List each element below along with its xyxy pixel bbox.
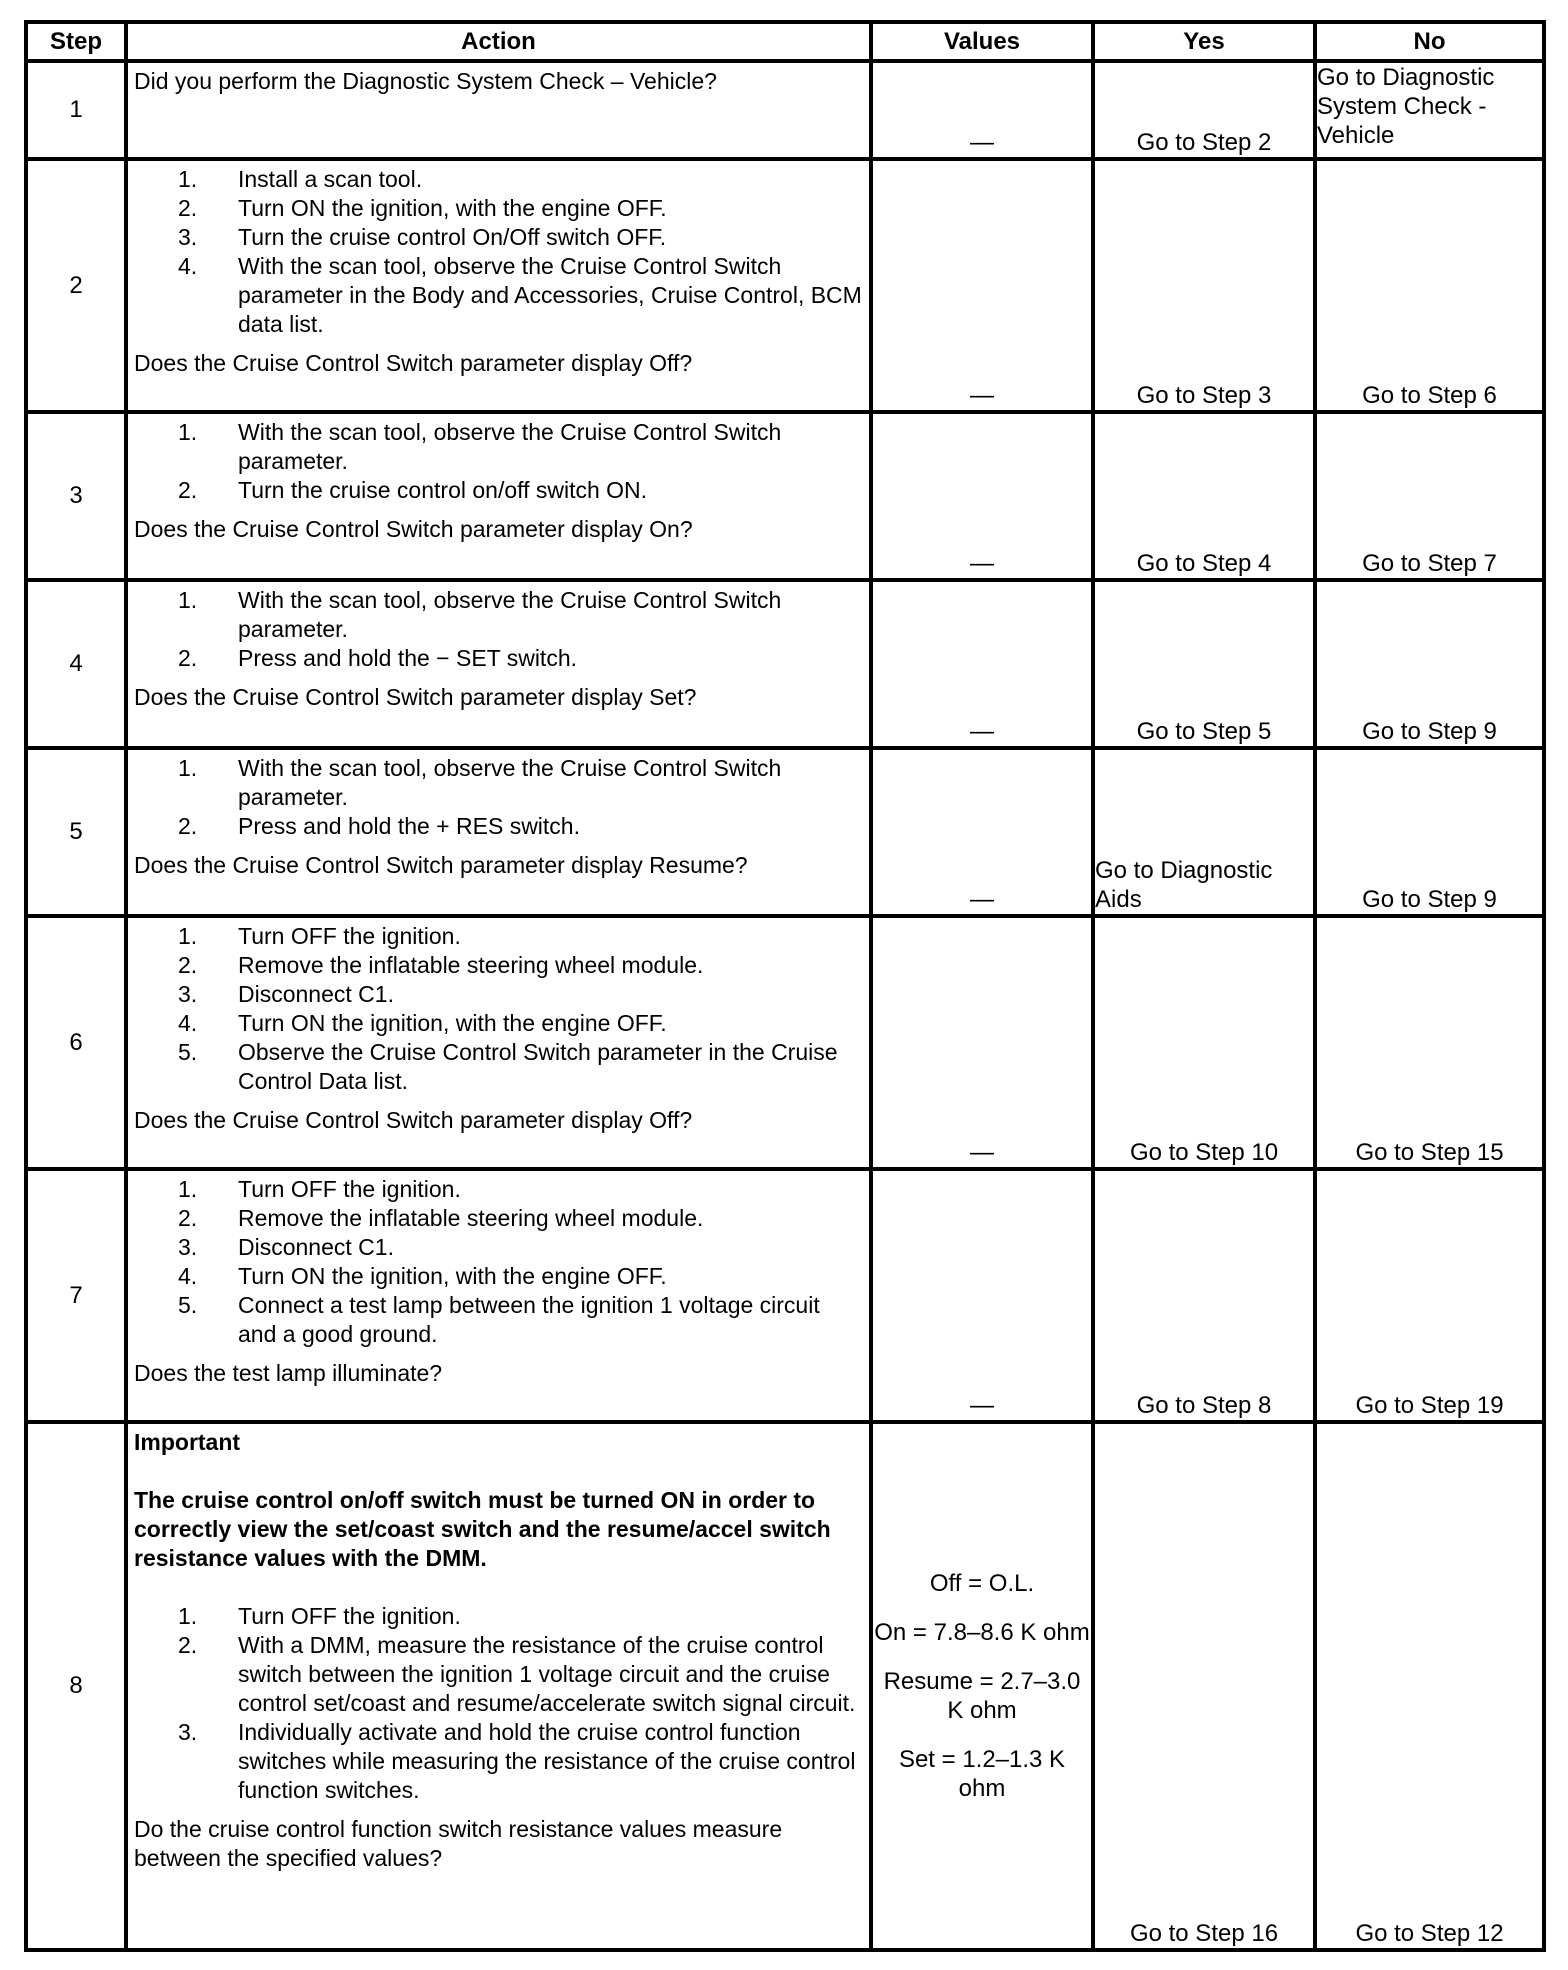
step-number: 7 xyxy=(26,1169,126,1422)
no-cell: Go to Step 6 xyxy=(1315,159,1544,412)
table-row xyxy=(26,412,1544,580)
action-cell xyxy=(126,159,871,412)
important-text: The cruise control on/off switch must be turned ON in order to correctly view the set/coast switch and the resume/accel switch resistance values with the DMM. xyxy=(134,1487,831,1571)
yes-cell: Go to Step 10 xyxy=(1093,916,1315,1169)
values-cell: — xyxy=(871,916,1093,1169)
values-cell: — xyxy=(871,159,1093,412)
header-action: Action xyxy=(126,22,871,61)
action-question: Did you perform the Diagnostic System Check – Vehicle? xyxy=(134,68,717,94)
value-resume: Resume = 2.7–3.0 K ohm xyxy=(883,1668,1081,1724)
action-steps xyxy=(134,754,863,841)
table-row xyxy=(26,580,1544,748)
values-cell: — xyxy=(871,580,1093,748)
action-question: Does the Cruise Control Switch parameter display Resume? xyxy=(134,852,748,878)
action-question: Do the cruise control function switch resistance values measure between the specified values? xyxy=(134,1816,783,1871)
no-cell: Go to Step 9 xyxy=(1315,580,1544,748)
action-step: 1. With the scan tool, observe the Cruise Control Switch parameter. xyxy=(178,587,782,642)
yes-cell: Go to Step 5 xyxy=(1093,580,1315,748)
action-step: 3. Disconnect C1. xyxy=(178,981,394,1007)
action-cell xyxy=(126,748,871,916)
action-question: Does the Cruise Control Switch parameter display Off? xyxy=(134,350,693,376)
value-off: Off = O.L. xyxy=(929,1570,1035,1597)
no-cell: Go to Step 12 xyxy=(1315,1422,1544,1950)
action-step: 4. Turn ON the ignition, with the engine OFF. xyxy=(178,1263,667,1289)
action-question: Does the Cruise Control Switch parameter display On? xyxy=(134,516,693,542)
table-row xyxy=(26,916,1544,1169)
step-number: 2 xyxy=(26,159,126,412)
no-cell: Go to Step 7 xyxy=(1315,412,1544,580)
action-steps xyxy=(134,1175,863,1349)
action-step: 2. With a DMM, measure the resistance of the cruise control switch between the ignition 1 voltage circuit and the cruise control set/coast and resume/accelerate switch signal circuit. xyxy=(178,1632,856,1716)
values-cell: — xyxy=(871,412,1093,580)
table-row xyxy=(26,159,1544,412)
action-step: 1. With the scan tool, observe the Cruise Control Switch parameter. xyxy=(178,419,782,474)
step-number: 1 xyxy=(26,61,126,159)
header-no: No xyxy=(1315,22,1544,61)
no-cell: Go to Diagnostic System Check - Vehicle xyxy=(1315,61,1544,159)
action-step: 1. Install a scan tool. xyxy=(178,166,423,192)
yes-cell: Go to Step 16 xyxy=(1093,1422,1315,1950)
table-row xyxy=(26,61,1544,159)
action-step: 2. Turn ON the ignition, with the engine OFF. xyxy=(178,195,667,221)
no-cell: Go to Step 19 xyxy=(1315,1169,1544,1422)
values-cell xyxy=(871,1422,1093,1950)
diagnostic-table xyxy=(24,20,1546,1952)
value-on: On = 7.8–8.6 K ohm xyxy=(874,1619,1090,1646)
values-cell: — xyxy=(871,1169,1093,1422)
action-cell xyxy=(126,1422,871,1950)
header-yes: Yes xyxy=(1093,22,1315,61)
yes-cell: Go to Step 8 xyxy=(1093,1169,1315,1422)
action-question: Does the test lamp illuminate? xyxy=(134,1360,443,1386)
no-cell: Go to Step 9 xyxy=(1315,748,1544,916)
table-row xyxy=(26,1169,1544,1422)
action-step: 1. With the scan tool, observe the Cruise Control Switch parameter. xyxy=(178,755,782,810)
header-step: Step xyxy=(26,22,126,61)
action-step: 5. Connect a test lamp between the ignition 1 voltage circuit and a good ground. xyxy=(178,1292,820,1347)
action-steps xyxy=(134,586,863,673)
yes-cell: Go to Step 4 xyxy=(1093,412,1315,580)
action-step: 1. Turn OFF the ignition. xyxy=(178,1176,461,1202)
header-values: Values xyxy=(871,22,1093,61)
table-row xyxy=(26,748,1544,916)
action-step: 2. Turn the cruise control on/off switch ON. xyxy=(178,477,648,503)
step-number: 6 xyxy=(26,916,126,1169)
step-number: 8 xyxy=(26,1422,126,1950)
action-step: 4. Turn ON the ignition, with the engine OFF. xyxy=(178,1010,667,1036)
important-title: Important xyxy=(134,1429,241,1455)
action-cell xyxy=(126,1169,871,1422)
yes-cell: Go to Step 3 xyxy=(1093,159,1315,412)
header-row xyxy=(26,22,1544,61)
action-steps xyxy=(134,922,863,1096)
action-step: 2. Remove the inflatable steering wheel module. xyxy=(178,952,704,978)
action-cell xyxy=(126,916,871,1169)
action-step: 2. Press and hold the − SET switch. xyxy=(178,645,578,671)
action-cell xyxy=(126,580,871,748)
values-cell: — xyxy=(871,61,1093,159)
step-number: 3 xyxy=(26,412,126,580)
action-question: Does the Cruise Control Switch parameter display Set? xyxy=(134,684,697,710)
action-step: 1. Turn OFF the ignition. xyxy=(178,923,461,949)
action-step: 4. With the scan tool, observe the Cruise Control Switch parameter in the Body and Accessories, Cruise Control, BCM data list. xyxy=(178,253,862,337)
values-cell: — xyxy=(871,748,1093,916)
action-step: 1. Turn OFF the ignition. xyxy=(178,1603,461,1629)
action-step: 2. Remove the inflatable steering wheel module. xyxy=(178,1205,704,1231)
action-question: Does the Cruise Control Switch parameter display Off? xyxy=(134,1107,693,1133)
step-number: 4 xyxy=(26,580,126,748)
action-cell xyxy=(126,61,871,159)
value-set: Set = 1.2–1.3 K ohm xyxy=(898,1746,1066,1802)
step-number: 5 xyxy=(26,748,126,916)
yes-cell: Go to Step 2 xyxy=(1093,61,1315,159)
table-row xyxy=(26,1422,1544,1950)
action-step: 3. Turn the cruise control On/Off switch OFF. xyxy=(178,224,667,250)
action-step: 2. Press and hold the + RES switch. xyxy=(178,813,580,839)
action-step: 3. Disconnect C1. xyxy=(178,1234,394,1260)
yes-cell: Go to Diagnostic Aids xyxy=(1093,748,1315,916)
action-steps xyxy=(134,1602,863,1805)
action-step: 3. Individually activate and hold the cruise control function switches while measuring the resistance of the cruise control function switches. xyxy=(178,1719,856,1803)
action-cell xyxy=(126,412,871,580)
action-steps xyxy=(134,418,863,505)
action-steps xyxy=(134,165,863,339)
action-step: 5. Observe the Cruise Control Switch parameter in the Cruise Control Data list. xyxy=(178,1039,838,1094)
no-cell: Go to Step 15 xyxy=(1315,916,1544,1169)
